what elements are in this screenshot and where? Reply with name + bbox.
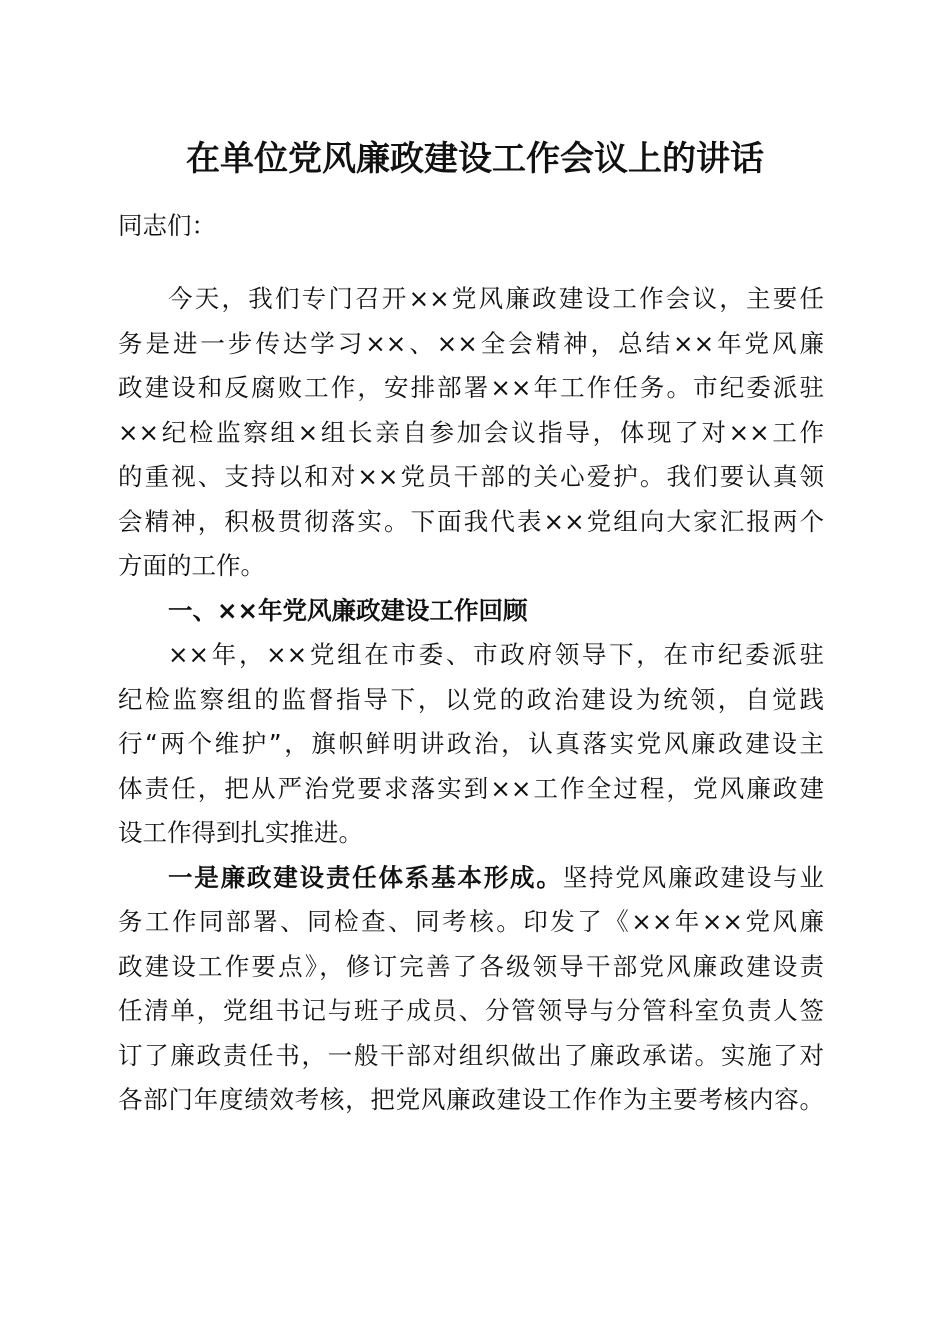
section-heading: 一、××年党风廉政建设工作回顾 xyxy=(168,596,528,625)
para3-line: 务工作同部署、同检查、同考核。印发了《××年××党风廉 xyxy=(118,907,824,936)
document-title: 在单位党风廉政建设工作会议上的讲话 xyxy=(186,139,764,179)
intro-line: 方面的工作。 xyxy=(118,551,265,580)
para2-line: 设工作得到扎实推进。 xyxy=(118,818,363,847)
para3-line: 任清单，党组书记与班子成员、分管领导与分管科室负责人签 xyxy=(118,996,824,1025)
para3-line-first xyxy=(168,863,824,893)
para3-lead: 一是廉政建设责任体系基本形成。 xyxy=(168,863,563,892)
para3-line: 订了廉政责任书，一般干部对组织做出了廉政承诺。实施了对 xyxy=(118,1041,824,1070)
intro-line: 会精神，积极贯彻落实。下面我代表××党组向大家汇报两个 xyxy=(118,507,824,536)
para3-line: 政建设工作要点》，修订完善了各级领导干部党风廉政建设责 xyxy=(118,952,824,981)
salutation: 同志们： xyxy=(118,211,216,240)
intro-line: 的重视、支持以和对××党员干部的关心爱护。我们要认真领 xyxy=(118,462,824,491)
para3-line: 各部门年度绩效考核，把党风廉政建设工作作为主要考核内容。 xyxy=(118,1085,824,1114)
para2-line: 体责任，把从严治党要求落实到××工作全过程，党风廉政建 xyxy=(118,774,824,803)
intro-line: 政建设和反腐败工作，安排部署××年工作任务。市纪委派驻 xyxy=(118,373,824,402)
para2-line: ××年，××党组在市委、市政府领导下，在市纪委派驻 xyxy=(168,640,824,669)
para3-rest: 坚持党风廉政建设与业 xyxy=(562,863,824,892)
intro-line: ××纪检监察组×组长亲自参加会议指导，体现了对××工作 xyxy=(118,418,824,447)
intro-line: 务是进一步传达学习××、××全会精神，总结××年党风廉 xyxy=(118,329,824,358)
para2-line: 纪检监察组的监督指导下，以党的政治建设为统领，自觉践 xyxy=(118,685,824,714)
intro-line: 今天，我们专门召开××党风廉政建设工作会议，主要任 xyxy=(168,284,824,313)
para2-line: 行“两个维护”，旗帜鲜明讲政治，认真落实党风廉政建设主 xyxy=(118,729,824,758)
